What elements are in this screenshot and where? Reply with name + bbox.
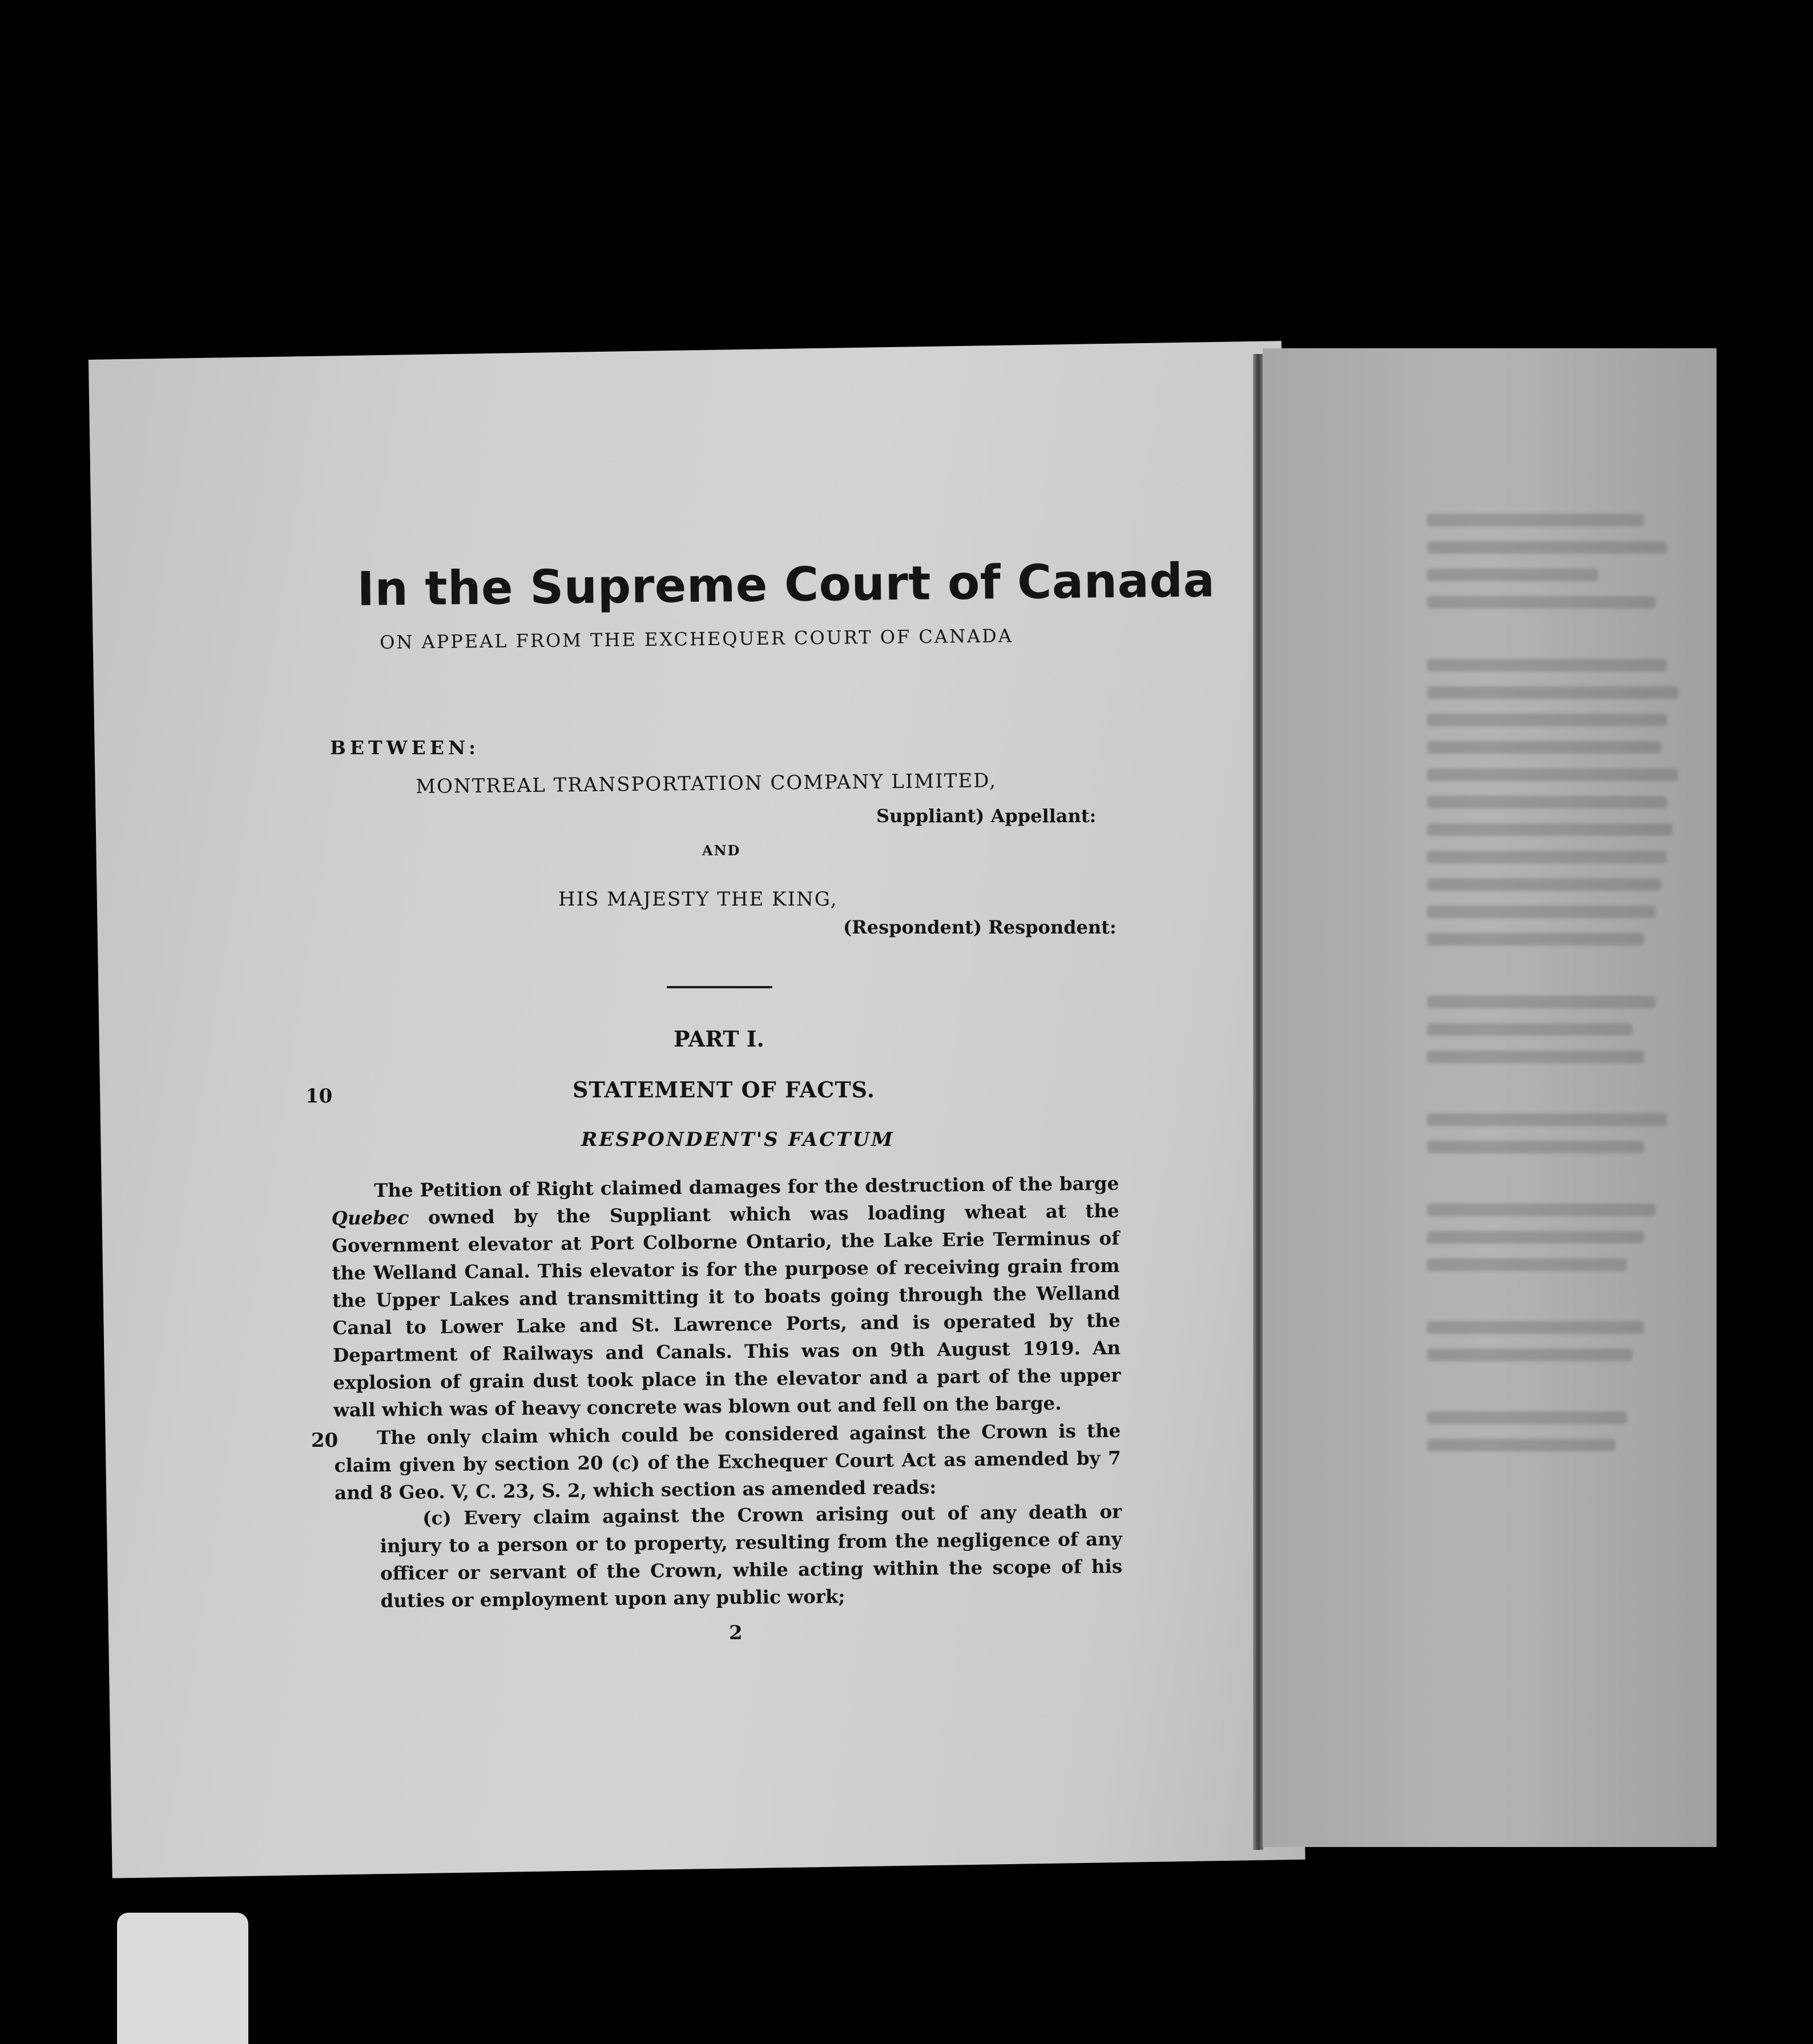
court-title: In the Supreme Court of Canada [357,553,1215,617]
line-number-20: 20 [311,1429,339,1452]
section-heading: STATEMENT OF FACTS. [573,1077,875,1103]
appellant-role: Suppliant) Appellant: [876,805,1097,827]
line-number-10: 10 [305,1085,333,1108]
paragraph-1-rest: owned by the Suppliant which was loading wheat at the Government elevator at Port Colborne Ontario, the Lake Erie Terminus of the Welland Canal. This elevator is for the purpose of receiving grain from the Upper Lakes and transmitting it to boats going through the Welland Canal to Lower Lake and St. Lawrence Ports, and is operated by the Department of Railways and Canals. This was on 9th August 1919. An explosion of grain dust took place in the elevator and a part of the upper wall which was of heavy concrete was blown out and fell on the barge. [331,1199,1121,1421]
barge-name: Quebec [331,1206,409,1229]
between-label: BETWEEN: [330,737,480,759]
divider-rule [667,986,772,988]
part-heading: PART I. [674,1026,764,1052]
page-number: 2 [729,1621,743,1644]
respondent-name: HIS MAJESTY THE KING, [558,888,838,911]
factum-heading: RESPONDENT'S FACTUM [581,1128,895,1151]
appeal-subtitle: ON APPEAL FROM THE EXCHEQUER COURT OF CANADA [380,625,1014,653]
respondent-role: (Respondent) Respondent: [843,916,1117,938]
right-page-faded-text [1427,514,1713,1466]
book-spine [1253,354,1263,1850]
index-tab [117,1913,248,2044]
statute-quote: (c) Every claim against the Crown arising out of any death or injury to a person or to property, resulting from the negligence of any officer or servant of the Crown, while acting within the scope of his duties or employment upon any public work; [380,1500,1123,1612]
paragraph-2: The only claim which could be considered against the Crown is the claim given by section 20 (c) of the Exchequer Court Act as amended by 7 and 8 Geo. V, C. 23, S. 2, which section as amended reads: [334,1419,1121,1504]
appellant-name: MONTREAL TRANSPORTATION COMPANY LIMITED, [416,769,997,798]
paragraph-1 [331,1170,1121,1424]
paragraph-1-start: The Petition of Right claimed damages for the destruction of the barge [374,1172,1119,1202]
and-label: AND [702,842,741,859]
